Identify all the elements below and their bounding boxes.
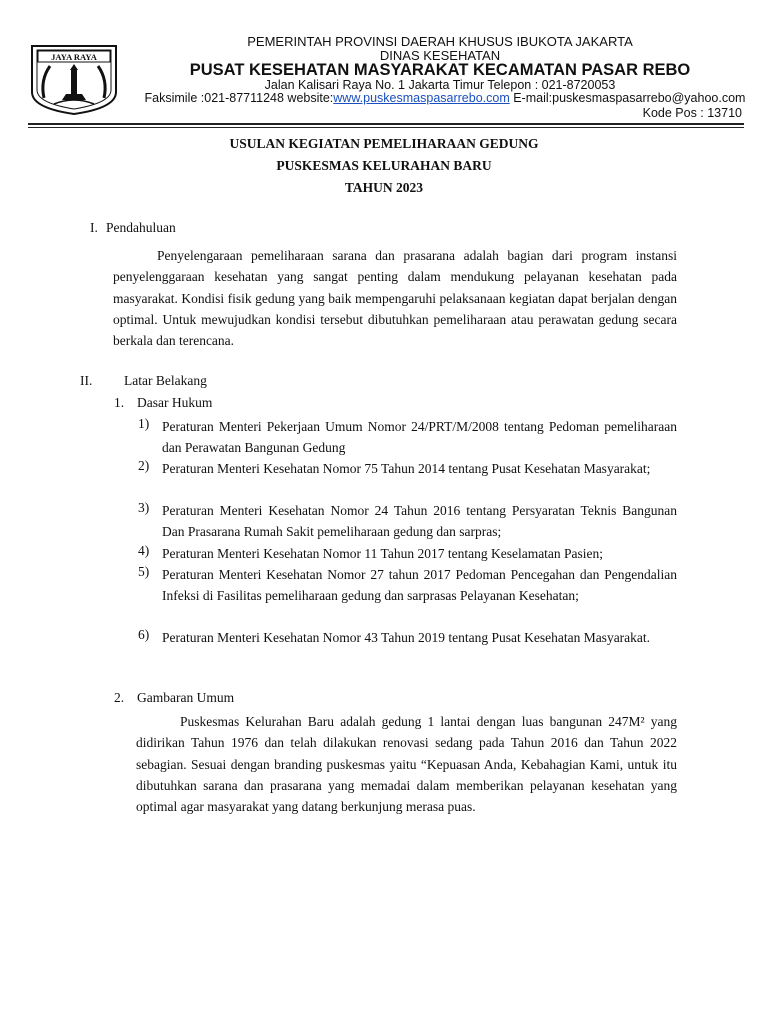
letterhead-government: PEMERINTAH PROVINSI DAERAH KHUSUS IBUKOTA JAKARTA xyxy=(247,34,633,49)
list-item: Peraturan Menteri Pekerjaan Umum Nomor 24/PRT/M/2008 tentang Pedoman pemeliharaan dan Perawatan Bangunan Gedung xyxy=(162,419,677,456)
list-item: Peraturan Menteri Kesehatan Nomor 43 Tahun 2019 tentang Pusat Kesehatan Masyarakat. xyxy=(162,630,651,645)
document-subtitle: PUSKESMAS KELURAHAN BARU xyxy=(276,158,492,173)
section-1-number: I. xyxy=(90,220,98,235)
section-1-heading: Pendahuluan xyxy=(106,220,176,235)
document-title: USULAN KEGIATAN PEMELIHARAAN GEDUNG xyxy=(229,136,539,151)
document-year: TAHUN 2023 xyxy=(344,180,424,195)
jakarta-emblem-logo xyxy=(28,42,120,116)
list-item-number: 1) xyxy=(138,416,150,431)
letterhead-contact xyxy=(130,91,760,105)
list-item-number: 5) xyxy=(138,564,150,579)
svg-text:JAYA RAYA: JAYA RAYA xyxy=(51,52,97,62)
postal-code: Kode Pos : 13710 xyxy=(642,106,742,120)
letterhead-divider-thin xyxy=(28,127,744,128)
list-item: Peraturan Menteri Kesehatan Nomor 27 tahun 2017 Pedoman Pencegahan dan Pengendalian Infeksi di Fasilitas pemeliharaan gedung dan sarprasas Pelayanan Kesehatan; xyxy=(162,567,677,604)
list-item-number: 6) xyxy=(138,627,150,642)
fax-text: Faksimile :021-87711248 website: xyxy=(144,91,334,105)
subsection-1-number: 1. xyxy=(114,395,125,410)
list-item-number: 4) xyxy=(138,543,150,558)
section-1-paragraph: Penyelengaraan pemeliharaan sarana dan prasarana adalah bagian dari program instansi penyelenggaraan kesehatan yang sangat penting dalam mendukung pelayanan kesehatan pada masyarakat. Kondisi fisik gedung yang baik mempengaruhi pelaksanaan kegiatan dapat berjalan dengan optimal. Untuk mewujudkan kondisi tersebut dibutuhkan pemeliharaan atau perawatan gedung secara berkala dan terencana. xyxy=(113,248,677,349)
email-text: E-mail:puskesmaspasarrebo@yahoo.com xyxy=(509,91,746,105)
letterhead-address: Jalan Kalisari Raya No. 1 Jakarta Timur Telepon : 021-8720053 xyxy=(264,78,616,92)
letterhead-institution: PUSAT KESEHATAN MASYARAKAT KECAMATAN PASAR REBO xyxy=(189,61,691,79)
letterhead-department: DINAS KESEHATAN xyxy=(379,48,501,63)
section-2-heading: Latar Belakang xyxy=(124,373,207,388)
list-item: Peraturan Menteri Kesehatan Nomor 75 Tahun 2014 tentang Pusat Kesehatan Masyarakat; xyxy=(162,461,651,476)
subsection-2-paragraph: Puskesmas Kelurahan Baru adalah gedung 1 lantai dengan luas bangunan 247M² yang didirikan Tahun 1976 dan telah dilakukan renovasi sedang pada Tahun 2016 dan Tahun 2022 sebagian. Sesuai dengan branding puskesmas yaitu “Kepuasan Anda, Kebahagian Kami, untuk itu dibutuhkan sarana dan prasarana yang memadai dalam memberikan pelayanan kesehatan yang optimal agar masyarakat yang datang berkunjung merasa puas. xyxy=(136,714,677,815)
list-item-number: 3) xyxy=(138,500,150,515)
letterhead-divider-thick xyxy=(28,123,744,125)
section-2-number: II. xyxy=(80,373,93,388)
list-item: Peraturan Menteri Kesehatan Nomor 11 Tahun 2017 tentang Keselamatan Pasien; xyxy=(162,546,604,561)
website-link[interactable]: www.puskesmaspasarrebo.com xyxy=(333,91,510,105)
subsection-1-heading: Dasar Hukum xyxy=(137,395,213,410)
subsection-2-heading: Gambaran Umum xyxy=(137,690,235,705)
list-item: Peraturan Menteri Kesehatan Nomor 24 Tahun 2016 tentang Persyaratan Teknis Bangunan Dan Prasarana Rumah Sakit pemeliharaan gedung dan sarpras; xyxy=(162,503,677,540)
subsection-2-number: 2. xyxy=(114,690,125,705)
list-item-number: 2) xyxy=(138,458,150,473)
